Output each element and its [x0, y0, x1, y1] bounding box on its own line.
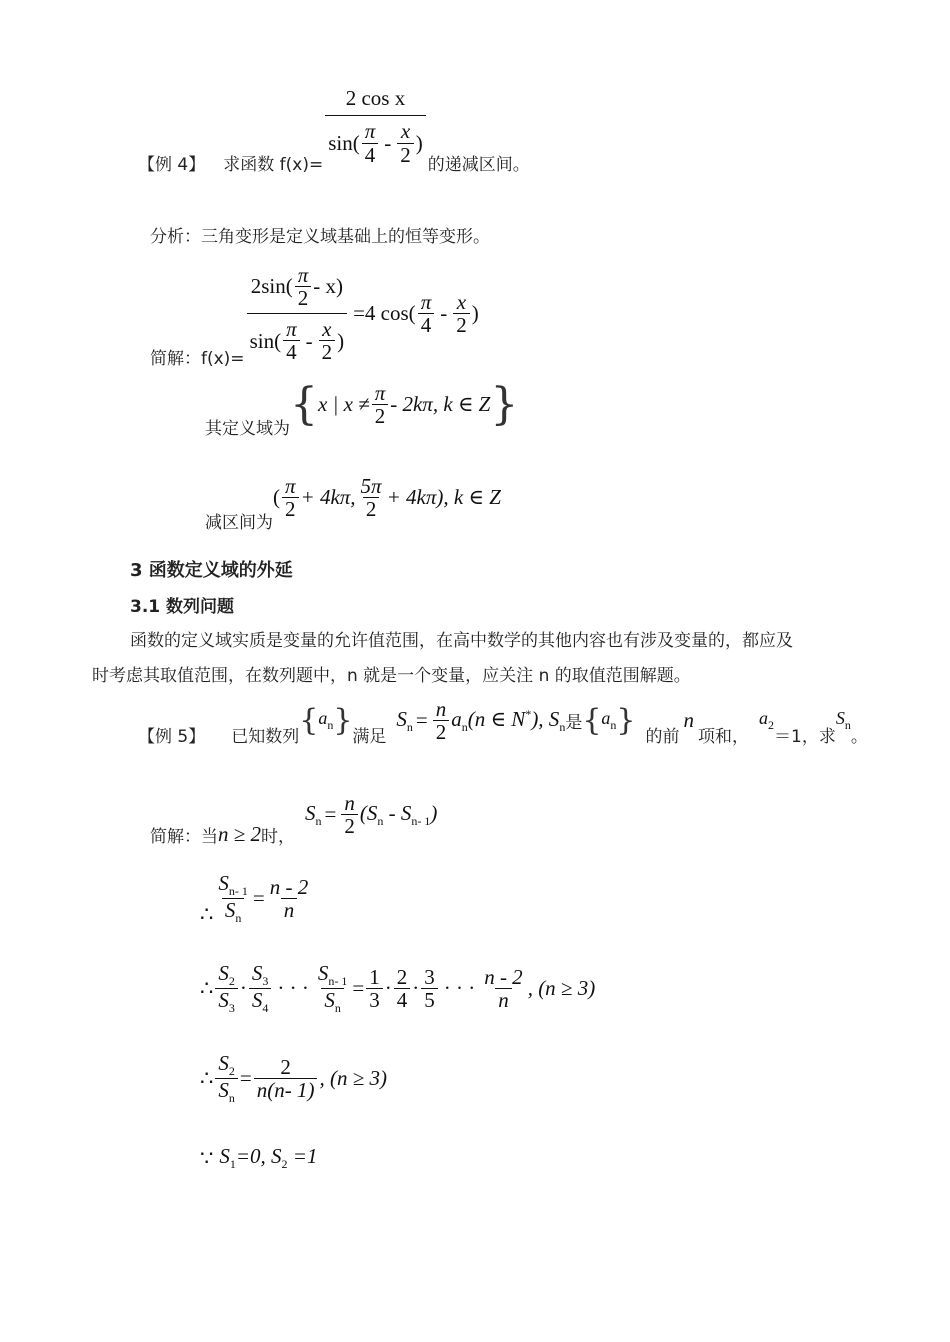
step2-line: ∴ $\frac{S_2}{S_3}$ · $\frac{S_3}{S_4}$ · · · $\frac{S_{n- 1}}{S_n}$ = $\frac{1}{3}$ · $\frac{2}{4}$ · $\frac{3}{5}$ · · · $\frac{n - 2}{n}$ , (n ≥ 3)	[200, 961, 596, 1015]
example4-tail: 的递减区间。	[427, 155, 530, 175]
decrease-line: 减区间为 ( $\frac{\pi}{2}$ + 4kπ, $\frac{5\pi}{2}$ + 4kπ), k ∈ Z	[205, 473, 501, 533]
solution5-line: 简解：当 n ≥ 2 时， $S_n$ = $\frac{n}{2}$ $(S_n - S_{n- 1})$	[150, 790, 438, 847]
domain-line: 其定义域为 { x | x ≠ $\frac{\pi}{2}$ - 2kπ, k ∈ Z }	[205, 378, 519, 439]
example5-line: 【例 5】 已知数列 { $a_n$ } 满足 $S_n$ = $\frac{n}{2}$ $a_n$ (n ∈ N*), $S_n$ 是 { $a_n$ } 的前 n 项和， $a_2$ ＝1，求 $S_n$ 。	[138, 696, 868, 747]
analysis-text: 分析：三角变形是定义域基础上的恒等变形。	[150, 227, 490, 247]
section3-title: 3 函数定义域的外延	[130, 560, 293, 581]
example4-fraction: 2 cos x sin( $\frac{\pi}{4}$ - $\frac{x}{2}$ )	[325, 87, 426, 165]
solution4-line: 简解：f(x)= 2sin( $\frac{\pi}{2}$ - x) sin( $\frac{\pi}{4}$ - $\frac{x}{2}$ ) =4 cos( $\frac{\pi}{4}$ - $\frac{x}{2}$ )	[150, 262, 479, 369]
step3-line: ∴ $\frac{S_2}{S_n}$ = $\frac{2}{n(n- 1)}$ , (n ≥ 3)	[200, 1051, 387, 1105]
section31-title: 3.1 数列问题	[130, 597, 235, 617]
solution4-label: 简解：f(x)=	[150, 349, 245, 369]
example4-text: 求函数 f(x)=	[223, 155, 324, 175]
step1-line: ∴ $\frac{S_{n- 1}}{S_n}$ = $\frac{n - 2}{n}$	[200, 871, 309, 926]
paragraph-line1: 函数的定义域实质是变量的允许值范围，在高中数学的其他内容也有涉及变量的，都应及	[130, 631, 793, 651]
example4-label: 【例 4】	[138, 155, 206, 175]
paragraph-line2: 时考虑其取值范围，在数列题中，n 就是一个变量，应关注 n 的取值范围解题。	[92, 666, 691, 686]
example4-line	[138, 86, 530, 175]
final-line: ∵ $S_1=0$, $S_2 =1$	[200, 1144, 318, 1171]
